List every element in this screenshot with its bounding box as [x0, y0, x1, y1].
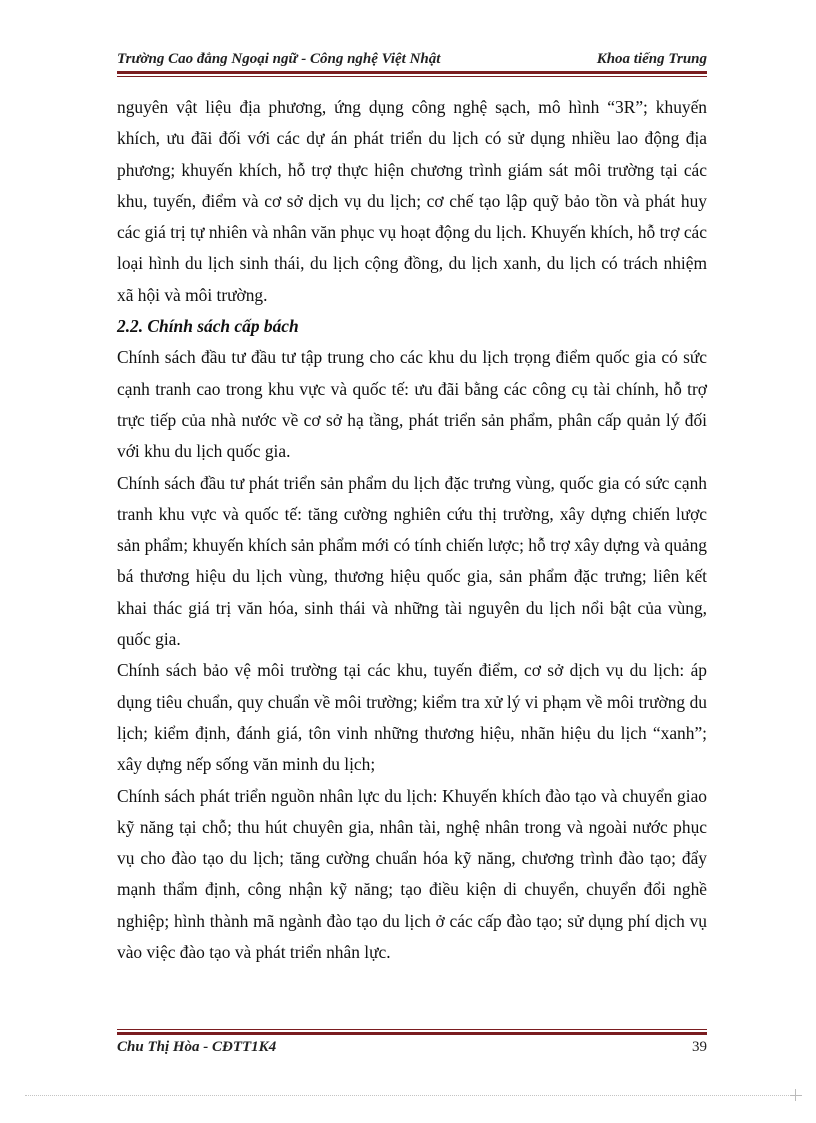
intro-paragraph: nguyên vật liệu địa phương, ứng dụng công nghệ sạch, mô hình “3R”; khuyến khích, ưu đãi đối với các dự án phát triển du lịch có sử dụng nhiều lao động địa phương; khuyến khích, hỗ trợ thực hiện chương trình giám sát môi trường tại các khu, tuyến, điểm và cơ sở dịch vụ du lịch; cơ chế tạo lập quỹ bảo tồn và phát huy các giá trị tự nhiên và nhân văn phục vụ hoạt động du lịch. Khuyến khích, hỗ trợ các loại hình du lịch sinh thái, du lịch cộng đồng, du lịch xanh, du lịch có trách nhiệm xã hội và môi trường.	[117, 97, 707, 305]
paragraph-product-development: Chính sách đầu tư phát triển sản phẩm du lịch đặc trưng vùng, quốc gia có sức cạnh tranh khu vực và quốc tế: tăng cường nghiên cứu thị trường, xây dựng chiến lược sản phẩm; khuyến khích sản phẩm mới có tính chiến lược; hỗ trợ xây dựng và quảng bá thương hiệu du lịch vùng, thương hiệu quốc gia, sản phẩm đặc trưng; liên kết khai thác giá trị văn hóa, sinh thái và những tài nguyên du lịch nổi bật của vùng, quốc gia.	[117, 472, 707, 650]
page-header	[117, 46, 707, 68]
header-department: Khoa tiếng Trung	[596, 51, 707, 67]
footer-author: Chu Thị Hòa - CĐTT1K4	[117, 1039, 277, 1055]
footer-divider-thin	[117, 1029, 707, 1030]
header-school: Trường Cao đẳng Ngoại ngữ - Công nghệ Việt Nhật	[117, 51, 441, 67]
document-body	[117, 92, 707, 968]
page-number: 39	[692, 1039, 707, 1055]
crosshair-icon	[790, 1089, 802, 1101]
page-boundary-dotted-line	[25, 1095, 795, 1096]
section-heading: 2.2. Chính sách cấp bách	[117, 316, 299, 337]
footer-divider-thick	[117, 1032, 707, 1035]
paragraph-human-resources: Chính sách phát triển nguồn nhân lực du lịch: Khuyến khích đào tạo và chuyển giao kỹ năng tại chỗ; thu hút chuyên gia, nhân tài, nghệ nhân trong và ngoài nước phục vụ cho đào tạo du lịch; tăng cường chuẩn hóa kỹ năng, chương trình đào tạo; đẩy mạnh thẩm định, công nhận kỹ năng; tạo điều kiện di chuyển, chuyển đổi nghề nghiệp; hình thành mã ngành đào tạo du lịch ở các cấp đào tạo; sử dụng phí dịch vụ vào việc đào tạo và phát triển nhân lực.	[117, 785, 707, 963]
page-footer	[117, 1039, 707, 1056]
paragraph-investment-key-areas: Chính sách đầu tư đầu tư tập trung cho các khu du lịch trọng điểm quốc gia có sức cạnh tranh cao trong khu vực và quốc tế: ưu đãi bằng các công cụ tài chính, hỗ trợ trực tiếp của nhà nước về cơ sở hạ tầng, phát triển sản phẩm, phân cấp quản lý đối với khu du lịch quốc gia.	[117, 347, 707, 462]
header-divider-thick	[117, 71, 707, 74]
header-divider-thin	[117, 76, 707, 77]
paragraph-environment-protection: Chính sách bảo vệ môi trường tại các khu, tuyến điểm, cơ sở dịch vụ du lịch: áp dụng tiêu chuẩn, quy chuẩn về môi trường; kiểm tra xử lý vi phạm về môi trường du lịch; kiểm định, đánh giá, tôn vinh những thương hiệu, nhãn hiệu du lịch “xanh”; xây dựng nếp sống văn minh du lịch;	[117, 660, 707, 775]
